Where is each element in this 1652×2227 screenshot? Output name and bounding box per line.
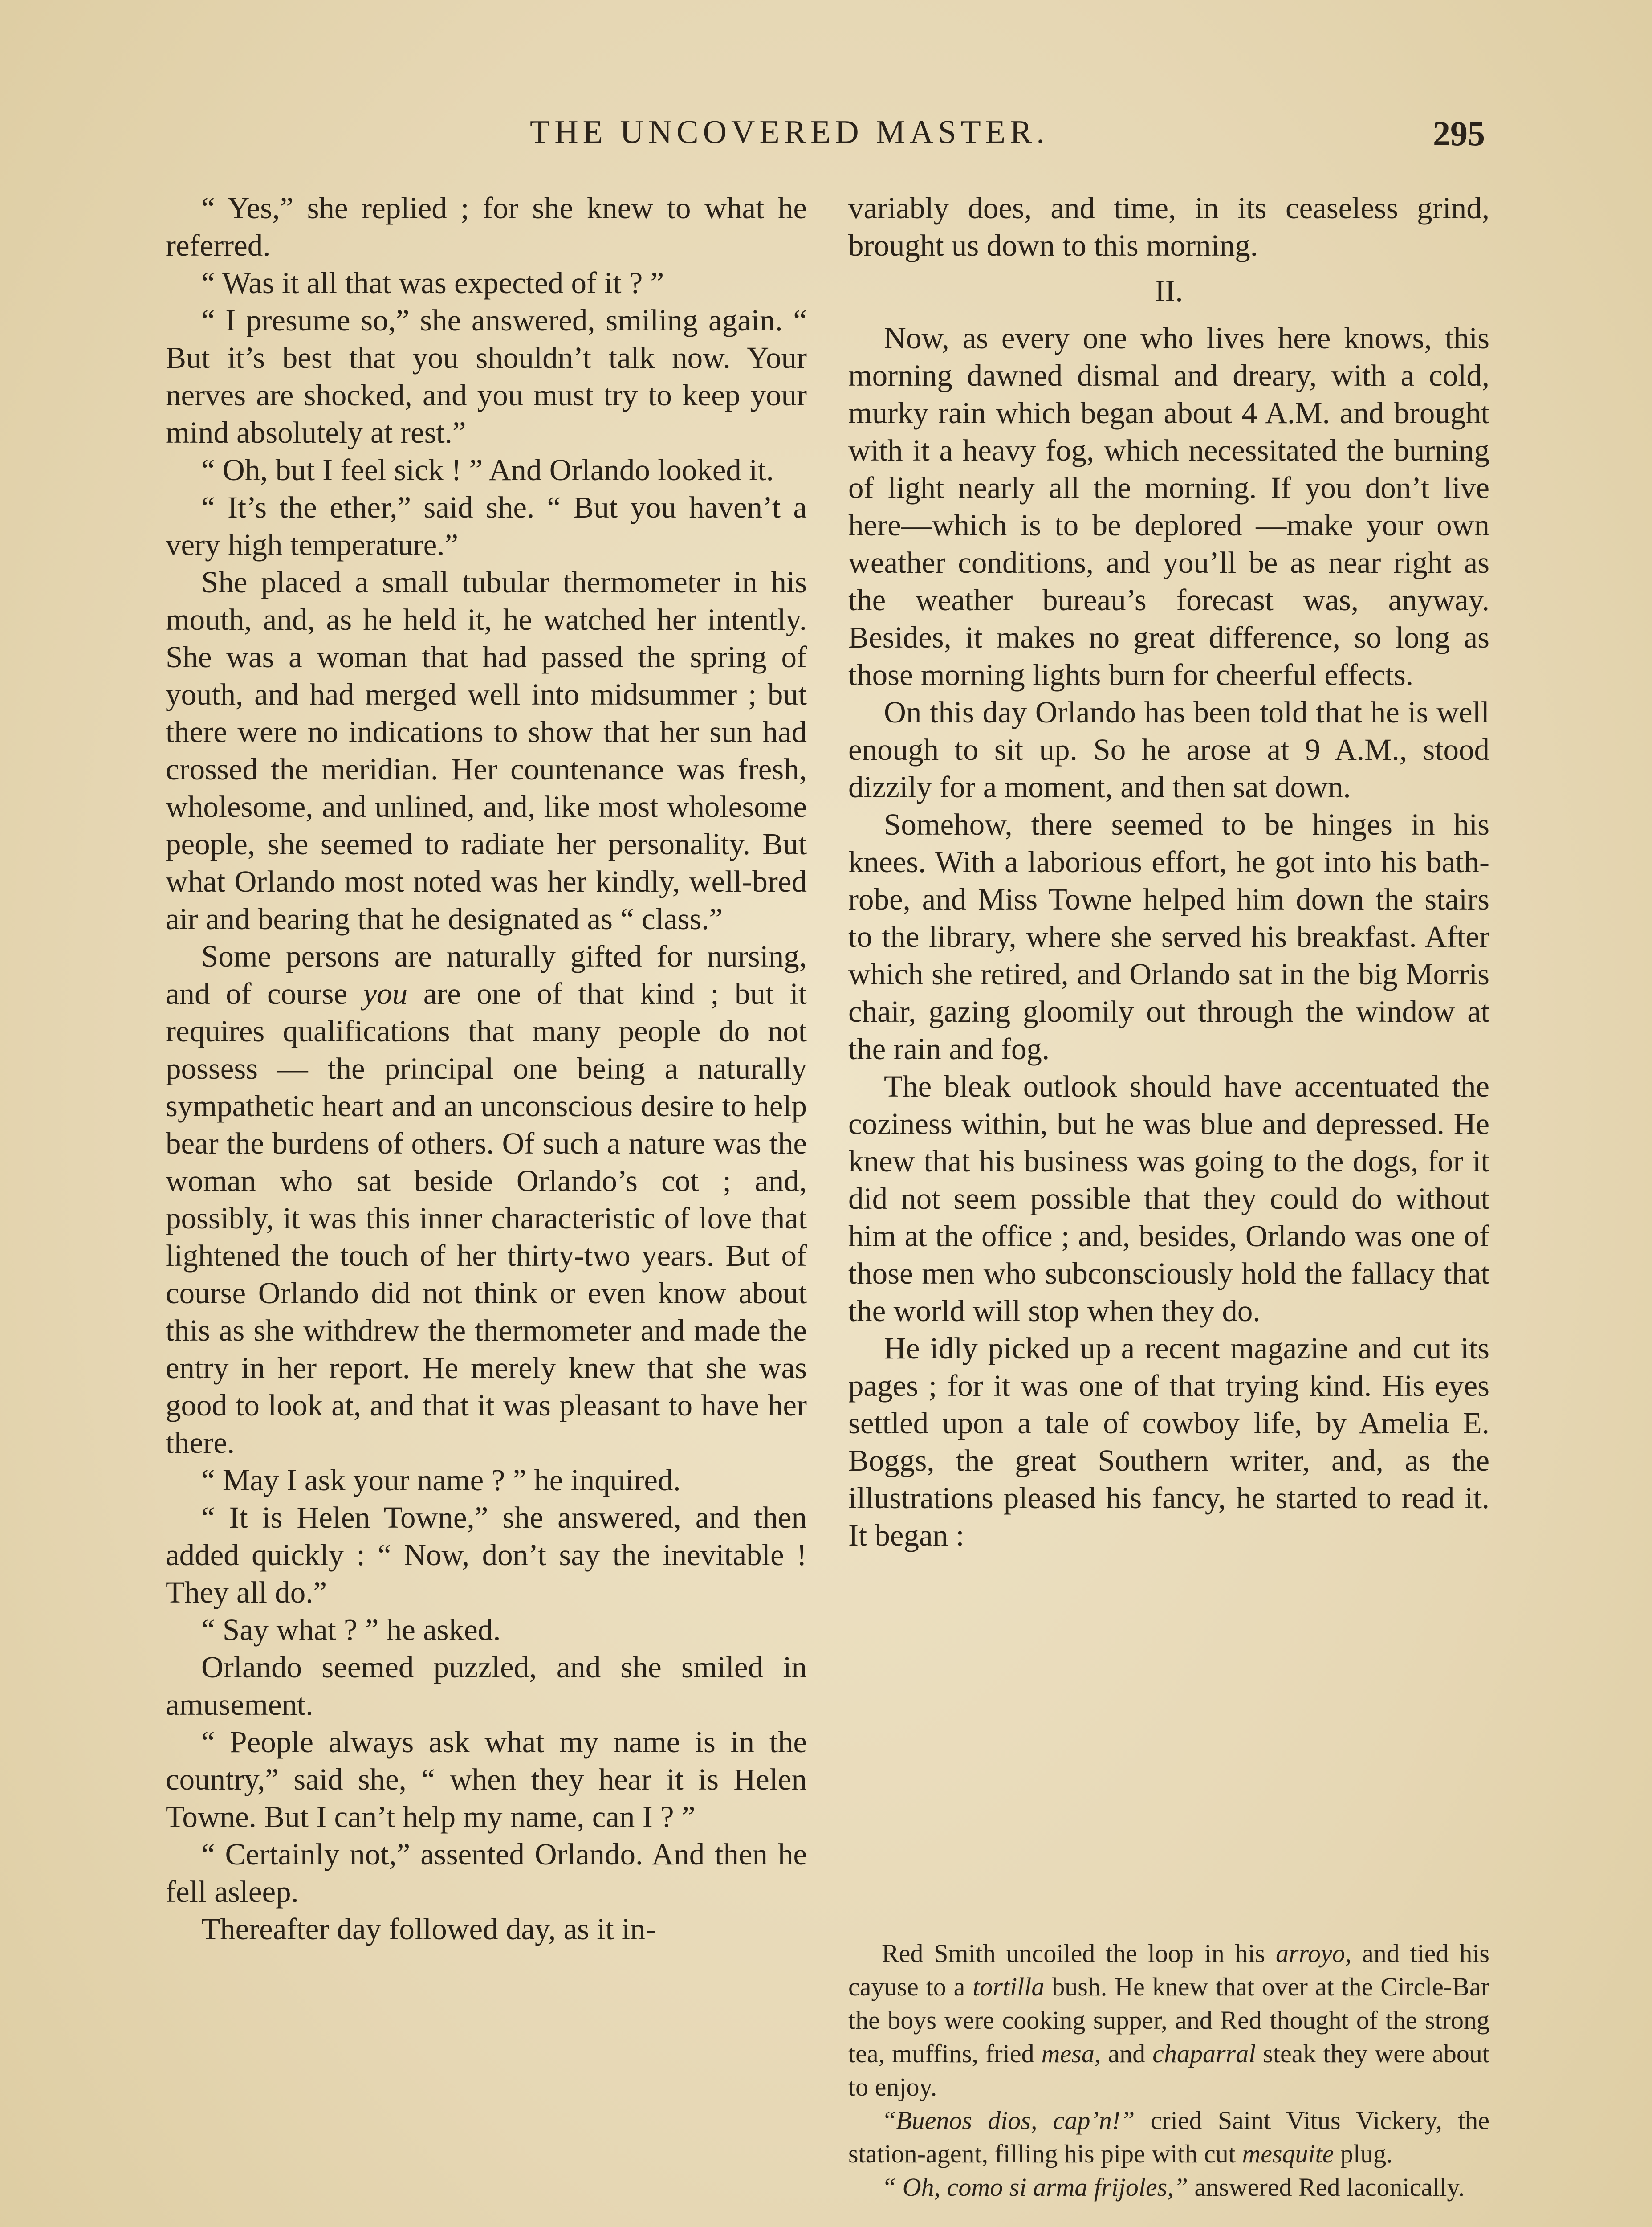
paragraph: Thereafter day followed day, as it in- [201, 1912, 656, 1946]
paragraph-continuation: variably does, and time, in its ceaseless grind, brought us down to this morning. [848, 191, 1489, 262]
paragraph: “ It is Helen Towne,” she answered, and then added quickly : “ Now, don’t say the inevitable ! They all do.” [166, 1501, 807, 1609]
story-italic: tortilla [972, 1972, 1045, 2001]
paragraph: “ Was it all that was expected of it ? ” [201, 266, 664, 300]
story-paragraph [848, 2104, 1489, 2170]
story-italic: mesa, [1041, 2039, 1101, 2068]
paragraph: She placed a small tubular thermometer in his mouth, and, as he held it, he watched her intently. She was a woman that had passed the spring of youth, and had merged well into midsummer ; but there were no indications to show that her sun had crossed the meridian. Her countenance was fresh, wholesome, and unlined, and, like most wholesome people, she seemed to radiate her personality. But what Orlando most noted was her kindly, well-bred air and bearing that he designated as “ class.” [166, 565, 807, 936]
story-italic: mesquite [1242, 2139, 1334, 2168]
running-head: THE UNCOVERED MASTER. [530, 114, 1049, 151]
section-number: II. [1155, 274, 1183, 308]
paragraph: “ May I ask your name ? ” he inquired. [201, 1463, 681, 1497]
story-text: and [1101, 2039, 1153, 2068]
paragraph: On this day Orlando has been told that he is well enough to sit up. So he arose at 9 A.M., stood dizzily for a moment, and then sat down. [848, 695, 1489, 804]
story-excerpt [848, 1937, 1489, 2204]
story-italic: arroyo, [1276, 1939, 1352, 1968]
paragraph: “ I presume so,” she answered, smiling again. “ But it’s best that you shouldn’t talk now. Your nerves are shocked, and you must try to keep your mind absolutely at rest.” [166, 303, 807, 449]
paragraph [166, 938, 807, 1461]
paragraph: “ Yes,” she replied ; for she knew to what he referred. [166, 191, 807, 262]
paragraph: “ It’s the ether,” said she. “ But you haven’t a very high temperature.” [166, 490, 807, 562]
paragraph: Now, as every one who lives here knows, this morning dawned dismal and dreary, with a cold, murky rain which began about 4 A.M. and brought with it a heavy fog, which necessitated the burning of light nearly all the morning. If you don’t live here—which is to be deplored —make your own weather conditions, and you’ll be as near right as the weather bureau’s forecast was, anyway. Besides, it makes no great difference, so long as those morning lights burn for cheerful effects. [848, 321, 1489, 692]
paragraph-text: Some persons are naturally gifted for nursing, and of course [166, 939, 807, 1011]
emphasis-text: you [363, 977, 408, 1011]
story-italic: chaparral [1152, 2039, 1256, 2068]
story-paragraph [848, 2170, 1489, 2204]
paragraph: “ People always ask what my name is in the country,” said she, “ when they hear it is Helen Towne. But I can’t help my name, can I ? ” [166, 1725, 807, 1834]
story-text: Red Smith uncoiled the loop in his [882, 1939, 1276, 1968]
paragraph: “ Certainly not,” assented Orlando. And then he fell asleep. [166, 1837, 807, 1909]
story-text: answered Red laconically. [1188, 2173, 1465, 2202]
story-text: plug. [1334, 2139, 1393, 2168]
story-text: bush. He knew that over at the Circle-Bar the boys were cooking supper, and Red thought of the strong tea, muffins, fried [848, 1972, 1489, 2068]
story-text: steak they were about to enjoy. [848, 2039, 1489, 2101]
story-italic: “Buenos dios, cap’n!” [882, 2106, 1135, 2135]
story-text: cried Saint Vitus Vickery, the station-agent, filling his pipe with cut [848, 2106, 1489, 2168]
paragraph: “ Say what ? ” he asked. [201, 1613, 501, 1647]
paragraph-text: are one of that kind ; but it requires qualifications that many people do not possess — the principal one being a naturally sympathetic heart and an unconscious desire to help bear the burdens of others. Of such a nature was the woman who sat beside Orlando’s cot ; and, possibly, it was this inner characteristic of love that lightened the touch of her thirty-two years. But of course Orlando did not think or even know about this as she withdrew the thermometer and made the entry in her report. He merely knew that she was good to look at, and that it was pleasant to have her there. [166, 977, 807, 1460]
story-text: and tied his cayuse to a [848, 1939, 1490, 2001]
right-column [848, 189, 1489, 1554]
paragraph: Orlando seemed puzzled, and she smiled in amusement. [166, 1650, 807, 1721]
paragraph: He idly picked up a recent magazine and cut its pages ; for it was one of that trying kind. His eyes settled upon a tale of cowboy life, by Amelia E. Boggs, the great Southern writer, and, as the illustrations pleased his fancy, he started to read it. It began : [848, 1331, 1489, 1552]
left-column [166, 189, 807, 1948]
paragraph: The bleak outlook should have accentuated the coziness within, but he was blue and depressed. He knew that his business was going to the dogs, for it did not seem possible that they could do without him at the office ; and, besides, Orlando was one of those men who subconsciously hold the fallacy that the world will stop when they do. [848, 1069, 1489, 1328]
story-paragraph [848, 1937, 1489, 2104]
paragraph: Somehow, there seemed to be hinges in his knees. With a laborious effort, he got into his bath-robe, and Miss Towne helped him down the stairs to the library, where she served his breakfast. After which she retired, and Orlando sat in the big Morris chair, gazing gloomily out through the window at the rain and fog. [848, 808, 1489, 1066]
paragraph: “ Oh, but I feel sick ! ” And Orlando looked it. [201, 453, 774, 487]
page-number: 295 [1433, 114, 1485, 153]
story-italic: “ Oh, como si arma frijoles,” [882, 2173, 1188, 2202]
